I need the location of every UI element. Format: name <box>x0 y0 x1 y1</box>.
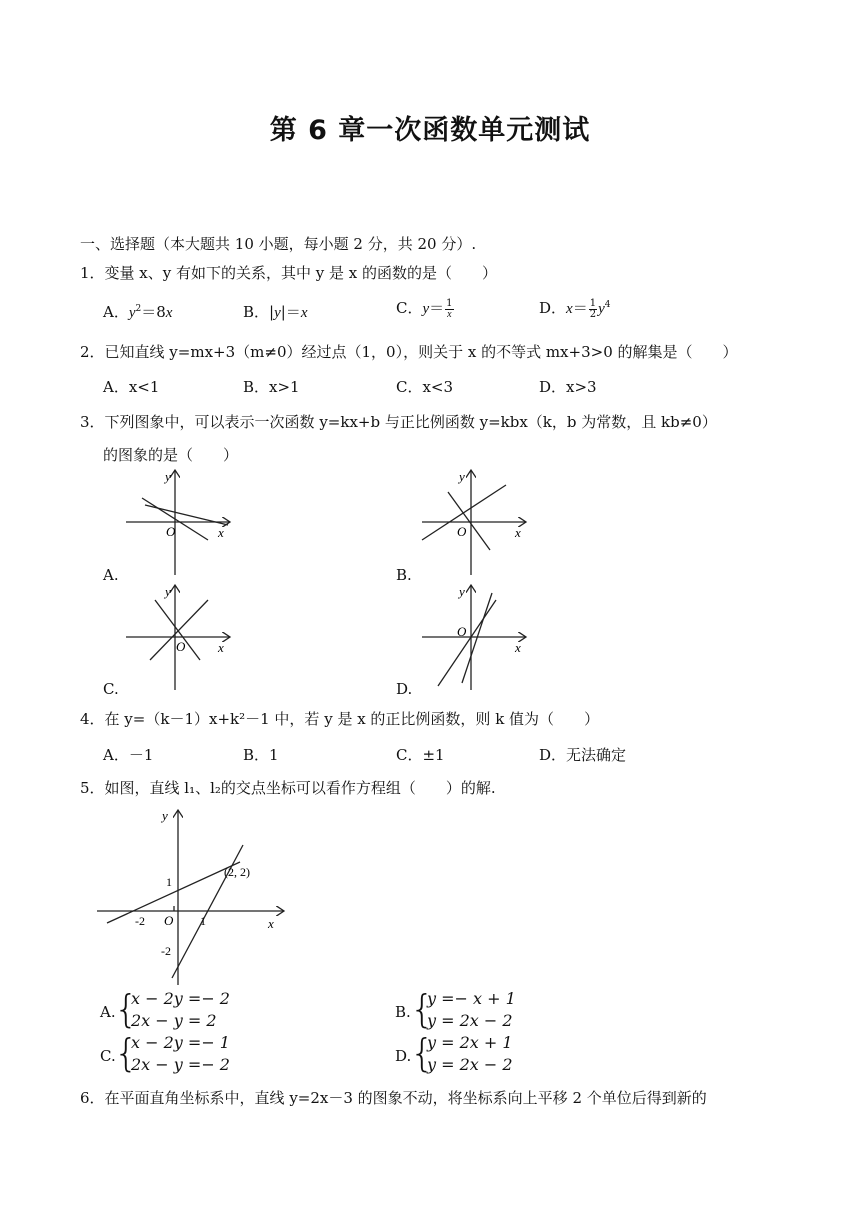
graph-c <box>126 585 230 690</box>
question-6-stem: 6．在平面直角坐标系中，直线 y=2x－3 的图象不动，将坐标系向上平移 2 个单位后得到新的 <box>80 1089 707 1107</box>
q5-option-b-eq1: y =− x + 1 <box>427 989 516 1008</box>
q5-tick-y1: 1 <box>166 875 172 889</box>
graph-d-line-1 <box>438 600 496 686</box>
graph-a-y-label: y <box>165 469 171 484</box>
graph-b <box>422 470 526 575</box>
graph-d-line-2 <box>462 593 492 683</box>
q3-label-d: D. <box>396 680 413 698</box>
q5-option-b-brace: { <box>410 987 435 1031</box>
q5-line-l1 <box>107 862 240 923</box>
q4-option-b: B．1 <box>243 746 279 764</box>
graph-c-origin: O <box>176 639 186 654</box>
q5-option-a-eq2: 2x − y = 2 <box>131 1011 217 1030</box>
q5-option-c-label: C. <box>100 1047 116 1065</box>
q4-option-c: C．±1 <box>396 746 445 764</box>
q1-option-a: A．$y^2=8x$ <box>103 303 173 321</box>
graph-b-origin: O <box>457 524 467 539</box>
q5-option-a-label: A. <box>100 1003 116 1021</box>
q1-option-b: B．|y|＝x <box>243 303 308 321</box>
graph-d-origin: O <box>457 624 467 639</box>
question-2-stem: 2．已知直线 y=mx+3（m≠0）经过点（1，0），则关于 x 的不等式 mx+3>0 的解集是（ ） <box>80 343 738 361</box>
q5-tick-xm2: -2 <box>135 914 145 928</box>
q5-y-label: y <box>162 808 168 823</box>
q5-option-c-eq1: x − 2y =− 1 <box>131 1033 230 1052</box>
question-3-stem-line1: 3．下列图象中，可以表示一次函数 y=kx+b 与正比例函数 y=kbx（k，b 为常数，且 kb≠0） <box>80 413 717 431</box>
graph-d-y-label: y <box>459 584 465 599</box>
q2-option-d: D．x>3 <box>539 378 597 396</box>
graph-d-x-label: x <box>515 640 521 655</box>
q1-option-c: C．y＝ $\frac{1}{x}$ <box>396 297 453 320</box>
question-3-stem-line2: 的图象的是（ ） <box>103 446 239 464</box>
q5-point-label: (2, 2) <box>224 865 250 879</box>
graph-b-line-2 <box>448 492 490 550</box>
q2-option-c: C．x<3 <box>396 378 454 396</box>
q5-option-c-eq2: 2x − y =− 2 <box>131 1055 230 1074</box>
q2-option-b: B．x>1 <box>243 378 300 396</box>
graph-d <box>422 585 526 690</box>
question-5-graph <box>97 810 284 985</box>
graph-b-x-label: x <box>515 525 521 540</box>
graph-c-x-label: x <box>218 640 224 655</box>
question-5-stem: 5．如图，直线 l₁、l₂的交点坐标可以看作方程组（ ）的解. <box>80 779 496 797</box>
q3-label-b: B. <box>396 566 412 584</box>
q5-tick-ym2: -2 <box>161 944 171 958</box>
q4-option-a: A．－1 <box>103 746 154 764</box>
q5-x-label: x <box>268 916 274 931</box>
q5-tick-x1: 1 <box>200 914 206 928</box>
q5-option-d-brace: { <box>410 1031 435 1075</box>
page-title: 第 6 章一次函数单元测试 <box>269 115 591 146</box>
graph-a <box>126 470 230 575</box>
q5-option-d-label: D. <box>395 1047 412 1065</box>
q5-option-c-brace: { <box>114 1031 139 1075</box>
graph-a-origin: O <box>166 524 176 539</box>
q3-label-a: A. <box>103 566 119 584</box>
q2-option-a: A．x<1 <box>103 378 160 396</box>
q1-option-d: D．x＝ $\frac{1}{2}$ $y^4$ <box>539 297 611 320</box>
q5-option-b-eq2: y = 2x − 2 <box>427 1011 513 1030</box>
section-heading: 一、选择题（本大题共 10 小题，每小题 2 分，共 20 分）. <box>80 235 477 253</box>
q5-option-a-eq1: x − 2y =− 2 <box>131 989 230 1008</box>
q5-option-a-brace: { <box>114 987 139 1031</box>
q5-option-b-label: B. <box>395 1003 411 1021</box>
graph-a-x-label: x <box>218 525 224 540</box>
q5-option-d-eq2: y = 2x − 2 <box>427 1055 513 1074</box>
q4-option-d: D．无法确定 <box>539 746 627 764</box>
q5-option-d-eq1: y = 2x + 1 <box>427 1033 513 1052</box>
question-4-stem: 4．在 y=（k－1）x+k²－1 中，若 y 是 x 的正比例函数，则 k 值为（ ） <box>80 710 600 728</box>
question-1-stem: 1．变量 x、y 有如下的关系，其中 y 是 x 的函数的是（ ） <box>80 264 498 282</box>
q3-label-c: C. <box>103 680 119 698</box>
q5-origin: O <box>164 913 174 928</box>
graph-c-y-label: y <box>165 584 171 599</box>
graph-b-y-label: y <box>459 469 465 484</box>
